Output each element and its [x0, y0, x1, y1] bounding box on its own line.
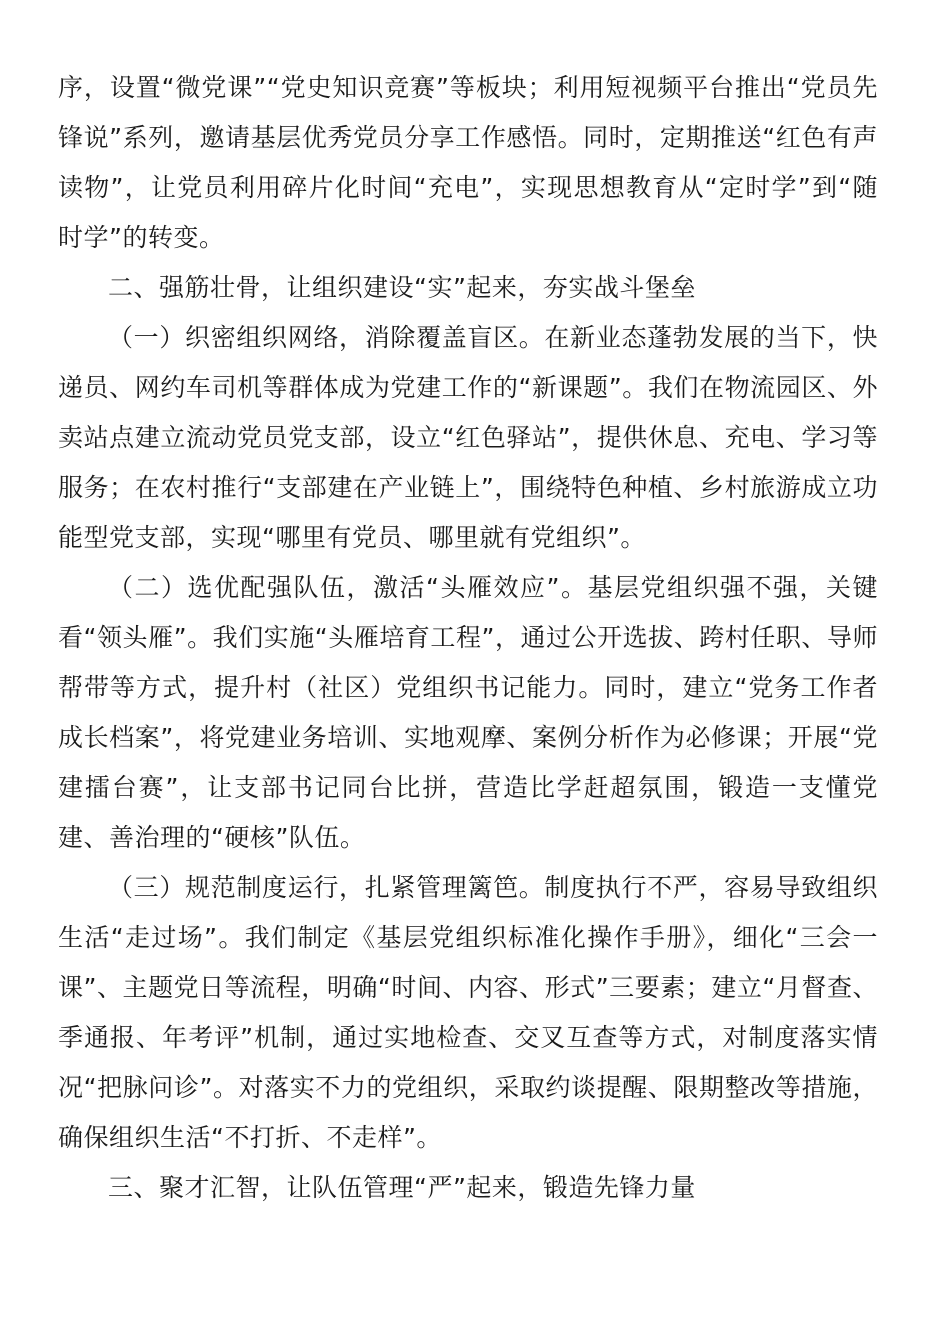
body-paragraph: （二）选优配强队伍，激活“头雁效应”。基层党组织强不强，关键看“领头雁”。我们实施“头雁培育工程”，通过公开选拔、跨村任职、导师帮带等方式，提升村（社区）党组织书记能力。同时，建立“党务工作者成长档案”，将党建业务培训、实地观摩、案例分析作为必修课；开展“党建擂台赛”，让支部书记同台比拼，营造比学赶超氛围，锻造一支懂党建、善治理的“硬核”队伍。	[58, 573, 878, 852]
body-paragraph: 序，设置“微党课”“党史知识竞赛”等板块；利用短视频平台推出“党员先锋说”系列，邀请基层优秀党员分享工作感悟。同时，定期推送“红色有声读物”，让党员利用碎片化时间“充电”，实现思想教育从“定时学”到“随时学”的转变。	[58, 73, 878, 252]
section-heading: 三、聚才汇智，让队伍管理“严”起来，锻造先锋力量	[108, 1173, 696, 1202]
body-paragraph: （一）织密组织网络，消除覆盖盲区。在新业态蓬勃发展的当下，快递员、网约车司机等群体成为党建工作的“新课题”。我们在物流园区、外卖站点建立流动党员党支部，设立“红色驿站”，提供休息、充电、学习等服务；在农村推行“支部建在产业链上”，围绕特色种植、乡村旅游成立功能型党支部，实现“哪里有党员、哪里就有党组织”。	[58, 323, 878, 552]
section-heading: 二、强筋壮骨，让组织建设“实”起来，夯实战斗堡垒	[108, 273, 696, 302]
body-paragraph: （三）规范制度运行，扎紧管理篱笆。制度执行不严，容易导致组织生活“走过场”。我们制定《基层党组织标准化操作手册》，细化“三会一课”、主题党日等流程，明确“时间、内容、形式”三要素；建立“月督查、季通报、年考评”机制，通过实地检查、交叉互查等方式，对制度落实情况“把脉问诊”。对落实不力的党组织，采取约谈提醒、限期整改等措施，确保组织生活“不打折、不走样”。	[58, 873, 878, 1152]
document-page	[58, 63, 878, 1213]
